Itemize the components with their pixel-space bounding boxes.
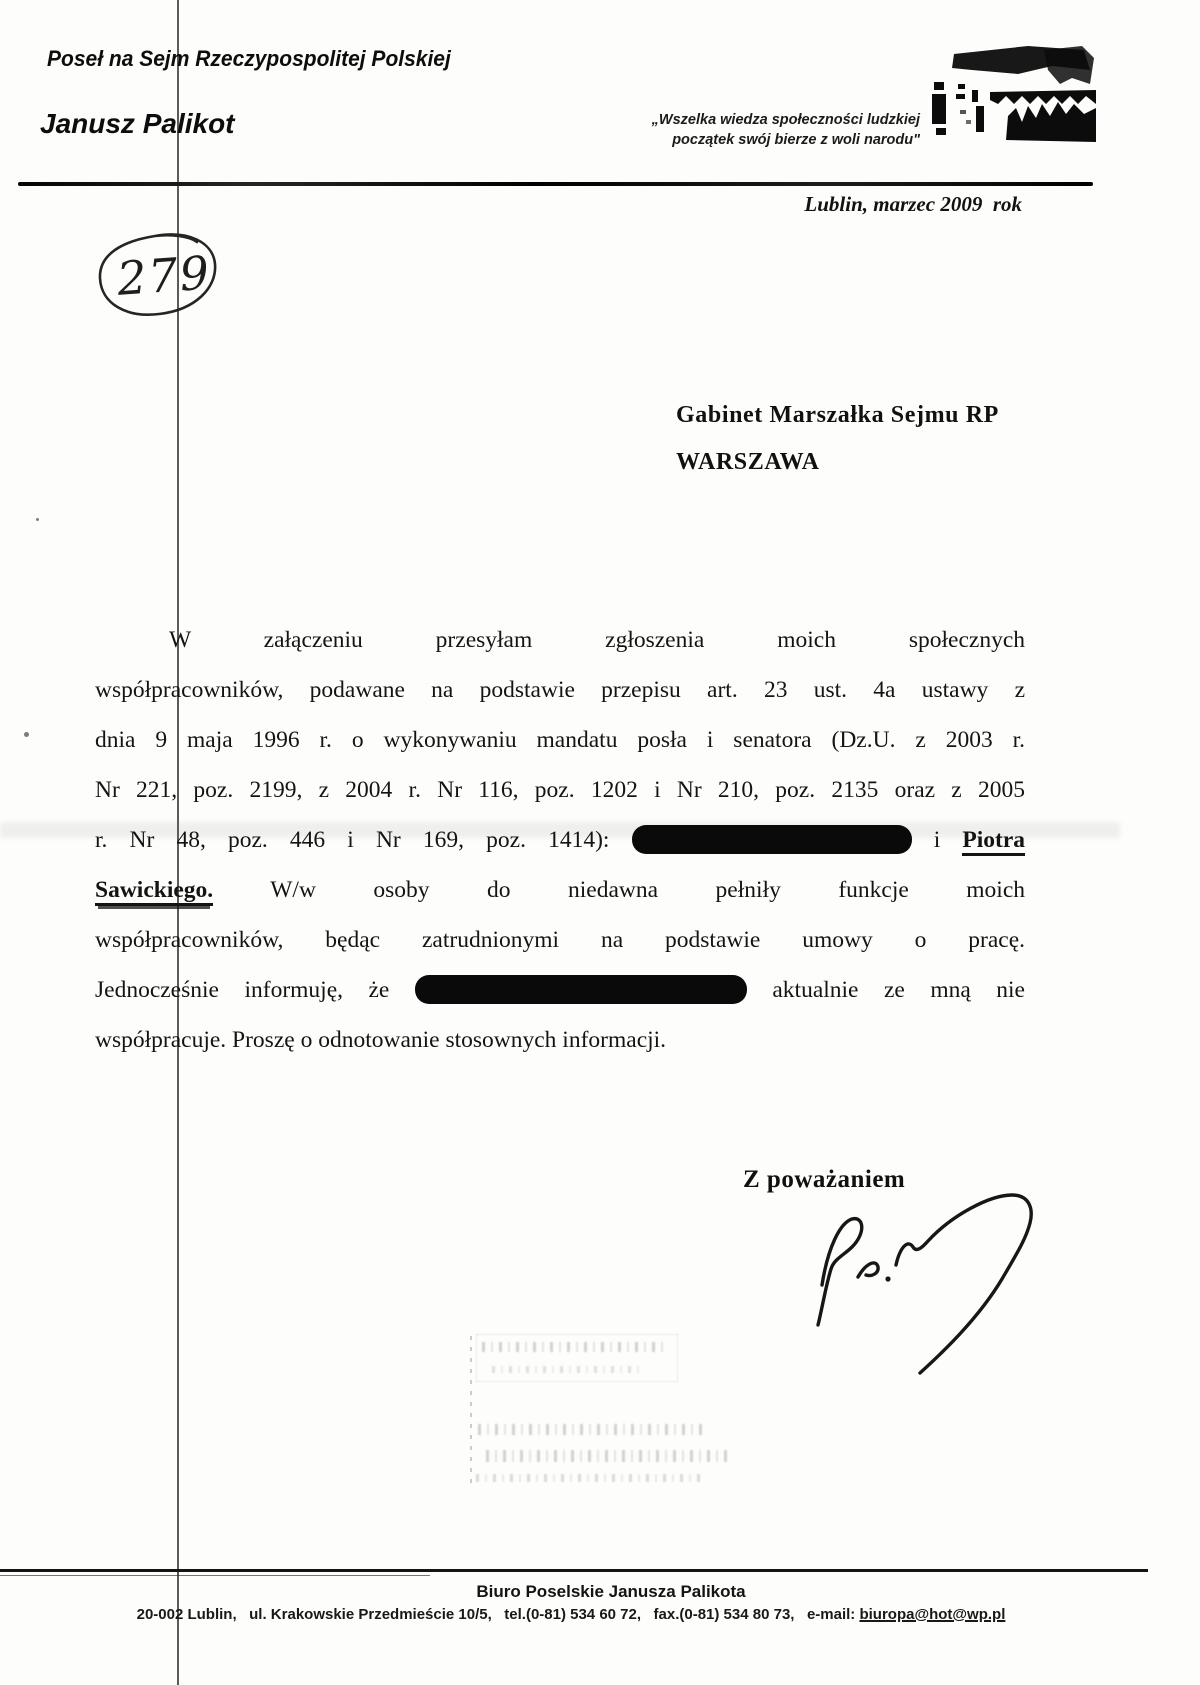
body-line (95, 1015, 1025, 1065)
handwritten-circled-number (93, 228, 223, 320)
recipient-line1: Gabinet Marszałka Sejmu RP (676, 402, 999, 428)
body-line-text: współpracuje. Proszę o odnotowanie stosownych informacji. (95, 1027, 667, 1053)
body-line (95, 915, 1025, 965)
date-place-line: Lublin, marzec 2009 rok (804, 192, 1022, 216)
body-line-text: i (933, 827, 941, 853)
body-line (95, 815, 1025, 865)
body-line (95, 715, 1025, 765)
office-title: Poseł na Sejm Rzeczypospolitej Polskiej (47, 47, 451, 72)
handwritten-signature (800, 1185, 1085, 1375)
footer-office-name: Biuro Poselskie Janusza Palikota (476, 1582, 746, 1601)
body-line-text: aktualnie ze mną nie (772, 977, 1025, 1003)
body-line-text: W załączeniu przesyłam zgłoszenia moich społecznych (169, 627, 1025, 653)
footer-email: biuropa@hot@wp.pl (859, 1606, 1006, 1623)
footer-address-text: 20-002 Lublin, ul. Krakowskie Przedmieście 10/5, tel.(0-81) 534 60 72, fax.(0-81) 534 80 73, e-mail: (136, 1606, 860, 1623)
body-line-text: W/w osoby do niedawna pełniły funkcje moich (270, 877, 1026, 903)
body-line-text: r. Nr 48, poz. 446 i Nr 169, poz. 1414): (95, 827, 610, 853)
recipient-line2: WARSZAWA (676, 449, 820, 475)
body-line-text: Nr 221, poz. 2199, z 2004 r. Nr 116, poz. 1202 i Nr 210, poz. 2135 oraz z 2005 (95, 777, 1025, 803)
motto-line2: początek swój bierze z woli narodu" (672, 132, 920, 148)
footer-divider-rule (0, 1569, 1148, 1572)
sejm-building-emblem-icon (932, 44, 1096, 144)
stamp-edge (470, 1336, 472, 1486)
stamp-illegible-row (478, 1424, 703, 1435)
motto-line1: „Wszelka wiedza społeczności ludzkiej (651, 112, 920, 128)
scan-speck (36, 518, 39, 521)
redaction-bar (415, 975, 747, 1004)
stamp-illegible-row (492, 1366, 642, 1373)
collaborator-name: Sawickiego. (95, 877, 213, 906)
scan-speck (24, 732, 29, 737)
body-line-text: współpracowników, podawane na podstawie przepisu art. 23 ust. 4a ustawy z (95, 677, 1025, 703)
collaborator-name: Piotra (962, 827, 1025, 856)
stamp-illegible-row (476, 1474, 706, 1482)
stamp-illegible-row (482, 1342, 667, 1352)
faint-ink-stamp (468, 1328, 743, 1523)
body-line (95, 665, 1025, 715)
deputy-name: Janusz Palikot (40, 108, 235, 139)
body-line (95, 765, 1025, 815)
footer-divider-rule-2 (0, 1575, 430, 1576)
body-line (95, 865, 1025, 915)
body-line-text: dnia 9 maja 1996 r. o wykonywaniu mandatu posła i senatora (Dz.U. z 2003 r. (95, 727, 1025, 753)
recipient-block (676, 392, 999, 486)
body-line-text: współpracowników, będąc zatrudnionymi na podstawie umowy o pracę. (95, 927, 1025, 953)
body-line (95, 615, 1025, 665)
closing-salutation: Z poważaniem (743, 1166, 906, 1193)
letter-body (95, 615, 1025, 1065)
footer-address-line (0, 1606, 1171, 1623)
redaction-bar (632, 825, 912, 854)
letterhead-motto (630, 110, 920, 150)
letterhead-divider-rule (18, 182, 1093, 186)
circled-number-text: 279 (115, 245, 213, 306)
stamp-illegible-row (486, 1450, 731, 1462)
body-line (95, 965, 1025, 1015)
body-line-text: Jednocześnie informuję, że (95, 977, 390, 1003)
